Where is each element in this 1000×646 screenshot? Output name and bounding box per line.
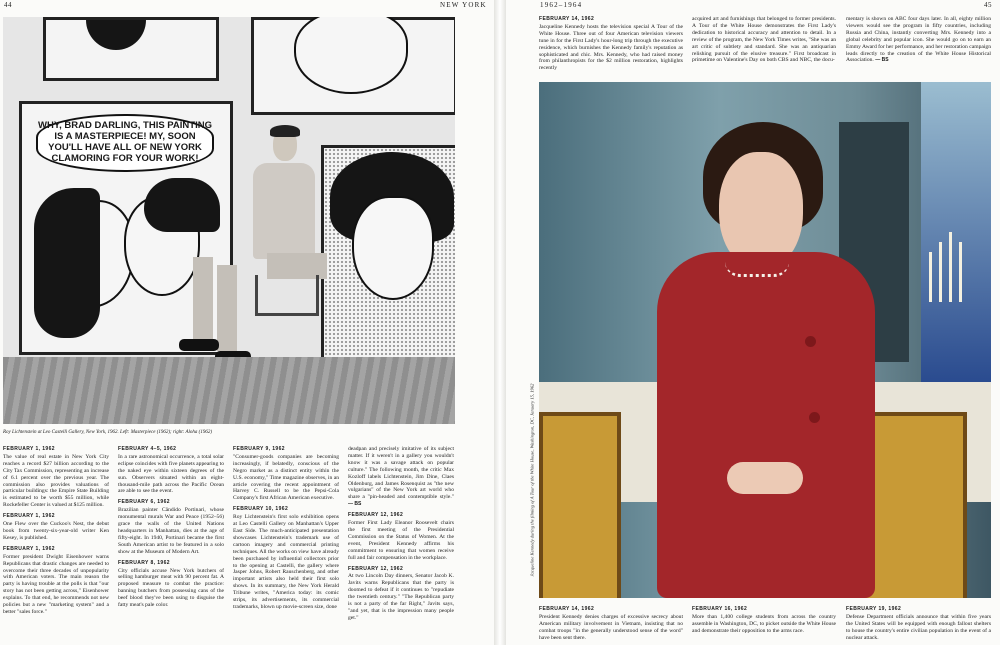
left-column-1 xyxy=(3,446,109,620)
right-bottom-column-3 xyxy=(846,606,991,646)
speech-bubble: WHY, BRAD DARLING, THIS PAINTING IS A MASTERPIECE! MY, SOON YOU'LL HAVE ALL OF NEW YORK CLAMORING FOR YOUR WORK! xyxy=(36,114,214,172)
left-column-3 xyxy=(233,446,339,615)
timeline-entry: FEBRUARY 1, 1962 Former president Dwight Eisenhower warns Republicans that drastic changes are needed to overcome their three decades of unpopularity with American voters. The main reason the party is having trouble at the polls is that "our story has not been getting across," Eisenhower explains. To that end, he recommends not new policies but a new "marketing system" and a better "sales force." xyxy=(3,545,109,615)
painting-top-left xyxy=(43,17,219,81)
right-photo-vertical-caption: Jacqueline Kennedy during the filming of A Tour of the White House, Washington, DC, January 15, 1962 xyxy=(529,383,535,577)
timeline-entry: FEBRUARY 1, 1962 The value of real estate in New York City reaches a record $27 billion according to the City Tax Commission, representing an increase of 6.1 percent over the previous year. The commission also provides valuations of particular buildings: the Empire State Building is estimated to be worth $55 million, while Rockefeller Center is valued at $125 million. xyxy=(3,446,109,509)
left-folio: 44 xyxy=(4,1,12,9)
right-top-column-3 xyxy=(846,16,991,68)
right-folio: 45 xyxy=(984,1,992,9)
left-column-2 xyxy=(118,446,224,613)
left-photo-caption: Roy Lichtenstein at Leo Castelli Gallery, New York, 1962. Left: Masterpiece (1962); right: Aloha (1962) xyxy=(3,430,213,435)
jacqueline-kennedy-photo xyxy=(539,82,991,598)
timeline-entry: FEBRUARY 6, 1962 Brazilian painter Cândido Portinari, whose monumental murals War and Peace (1952–56) grace the walls of the United Nations headquarters in Manhattan, dies at the age of fifty-eight. In 1940, Portinari became the first South American artist to be featured in a solo show at the Museum of Modern Art. xyxy=(118,499,224,555)
left-column-4 xyxy=(348,446,454,626)
timeline-entry: FEBRUARY 9, 1962 "Consumer-goods companies are becoming increasingly, if belatedly, conscious of the Negro market as a distinct entity within the U.S. economy," Time magazine observes, in an article covering the recent appointment of Harvey C. Russell to be the Pepsi-Cola Company's first African American executive. xyxy=(233,446,339,502)
timeline-entry: FEBRUARY 10, 1962 Roy Lichtenstein's first solo exhibition opens at Leo Castelli Gallery on Manhattan's Upper East Side. The much-anticipated presentation showcases Lichtenstein's trademark use of cartoon imagery and commercial printing techniques. All the works on view have already been purchased by influential collectors prior to the opening at Castelli, the gallery where Jasper Johns, Robert Rauschenberg, and other important artists also held their first solo shows. In its summary, the New York Herald Tribune writes, "America today: its comic strips, its advertisements, its commercial trademarks, blown up movie-screen size, done xyxy=(233,506,339,610)
timeline-entry: FEBRUARY 14, 1962 President Kennedy denies charges of excessive secrecy about American military involvement in Vietnam, insisting that no combat troops "in the generally understood sense of the word" have been sent there. xyxy=(539,606,683,641)
right-top-column-2 xyxy=(692,16,836,68)
timeline-entry: FEBRUARY 1, 1962 One Flew over the Cuckoo's Nest, the debut book from twenty-six-year-old writer Ken Kesey, is published. xyxy=(3,513,109,541)
timeline-entry: FEBRUARY 19, 1962 Defense Department officials announce that within five years the United States will be equipped with enough fallout shelters to house the country's entire civilian population in the event of a nuclear attack. xyxy=(846,606,991,641)
chair-left xyxy=(539,412,621,598)
timeline-entry: FEBRUARY 4–5, 1962 In a rare astronomical occurrence, a total solar eclipse coincides with five planets appearing to the naked eye within sixteen degrees of the sun. Observers situated within an eight-thousand-mile path across the Pacific Ocean are able to see the event. xyxy=(118,446,224,495)
right-bottom-column-2 xyxy=(692,606,836,639)
timeline-entry: deadpan and precisely imitative of its subject matter. If it weren't in a gallery you wouldn't know it was a savage attack on popular culture." The following month, the critic Max Kozloff labels Lichtenstein, Jim Dine, Claes Oldenburg, and James Rosenquist as "the new vulgarians" of the New York art world who share a "pin-headed and contemptible style." — BS xyxy=(348,446,454,508)
timeline-entry: FEBRUARY 12, 1962 Former First Lady Eleanor Roosevelt chairs the first meeting of the Presidential Commission on the Status of Women. At the event, President Kennedy affirms his commitment to ensuring that women receive full and fair compensation in the workplace. xyxy=(348,512,454,561)
painting-top-right xyxy=(251,17,455,115)
timeline-entry: FEBRUARY 12, 1962 At two Lincoln Day dinners, Senator Jacob K. Javits warns Republicans that the party is doomed to defeat if it continues to "repudiate the twentieth century." "The Republican party is not a party of the far Right," Javits says, "and yet, that is the impression many people get." xyxy=(348,565,454,621)
timeline-entry: FEBRUARY 16, 1962 More than 1,400 college students from across the country assemble in Washington, DC, to picket outside the White House and demonstrate their opposition to the arms race. xyxy=(692,606,836,634)
left-running-header: NEW YORK xyxy=(440,1,487,9)
timeline-entry: mentary is shown on ABC four days later. In all, eighty million viewers would see the program in fifty countries, including Russia and China, instantly converting Mrs. Kennedy into a global celebrity and popular icon. She would go on to earn an Emmy Award for her performance, and her restoration campaign leads directly to the creation of the White House Historical Association. — BS xyxy=(846,16,991,64)
timeline-entry: FEBRUARY 14, 1962 Jacqueline Kennedy hosts the television special A Tour of the White House. Three out of four American television viewers tune in for the First Lady's hour-long trip through the executive residence, which burnishes the Kennedy family's reputation as sophisticated and chic. Mrs. Kennedy, who had raised money from philanthropists for the $2 million restoration, highlights recently xyxy=(539,16,683,72)
red-suit xyxy=(657,252,875,598)
timeline-entry: FEBRUARY 8, 1962 City officials accuse New York butchers of selling hamburger meat with 90 percent fat. A proposed measure to combat the practice: banning butchers from possessing cans of the beef blood they've been using to disguise the fatty meat's pale color. xyxy=(118,559,224,609)
lichtenstein-gallery-photo xyxy=(3,17,455,424)
right-top-column-1 xyxy=(539,16,683,76)
right-bottom-column-1 xyxy=(539,606,683,646)
painting-aloha xyxy=(321,145,455,377)
book-gutter xyxy=(494,0,506,645)
right-running-header: 1962–1964 xyxy=(540,1,583,9)
pearl-necklace xyxy=(725,262,789,277)
timeline-entry: acquired art and furnishings that belonged to former presidents. A Tour of the White House demonstrates the First Lady's dedication to historical accuracy and attention to detail. In a review of the program, the New York Times writes, "She was an art critic of subtlety and standard. She was an antiquarian relishing pursuit of the elusive treasure." First broadcast in primetime on Valentine's Day on both CBS and NBC, the docu- xyxy=(692,16,836,64)
parquet-floor xyxy=(3,357,455,424)
